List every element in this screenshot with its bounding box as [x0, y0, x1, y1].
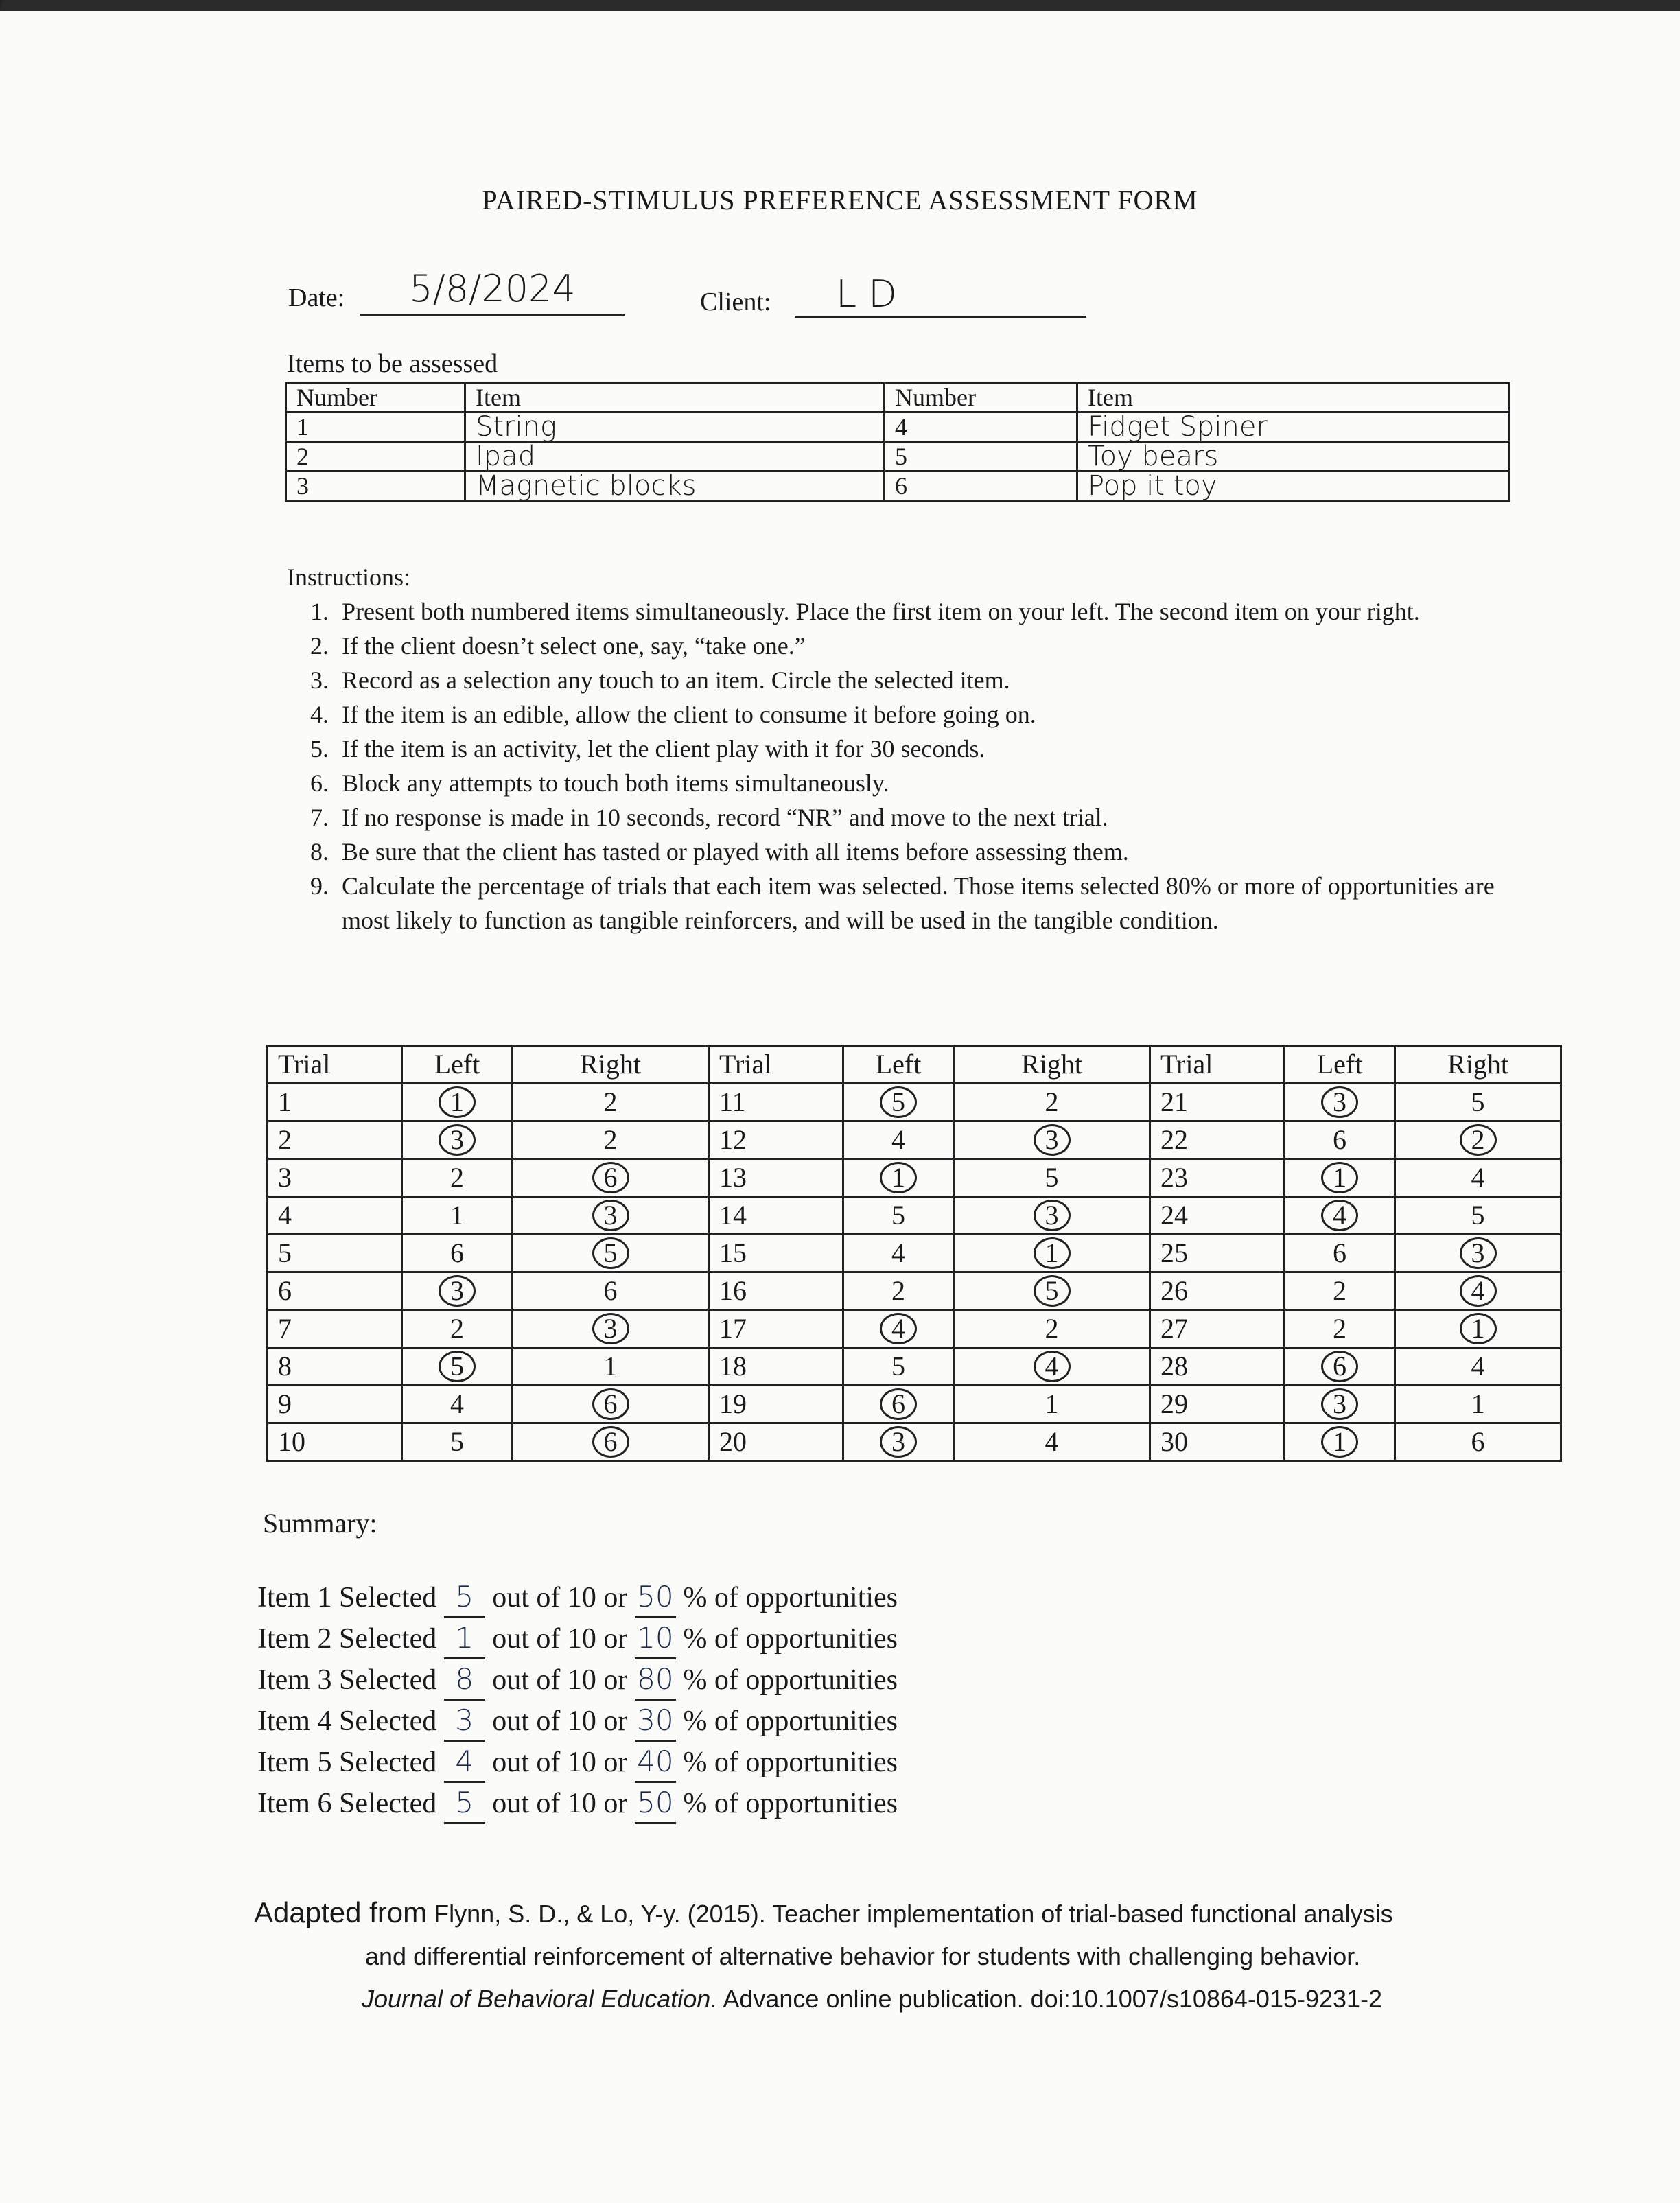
left-choice-cell[interactable] — [402, 1348, 513, 1386]
summary-lines — [257, 1577, 898, 1824]
summary-heading: Summary: — [263, 1508, 377, 1539]
right-choice-cell[interactable] — [954, 1423, 1150, 1461]
item-name-field[interactable]: Magnetic blocks — [465, 471, 885, 501]
left-choice-cell[interactable] — [843, 1084, 954, 1121]
selected-item-circle: 6 — [880, 1388, 917, 1420]
citation-line-3 — [254, 1978, 1558, 2020]
left-choice-cell[interactable] — [402, 1197, 513, 1235]
item-name-field[interactable]: Fidget Spiner — [1077, 412, 1510, 442]
item-number: 4 — [1045, 1426, 1059, 1457]
col-right-header: Right — [1395, 1046, 1561, 1084]
items-row — [286, 442, 1510, 471]
trial-number: 3 — [268, 1159, 402, 1197]
right-choice-cell[interactable] — [513, 1197, 709, 1235]
item-number: 4 — [891, 1124, 905, 1155]
selected-item-circle: 3 — [1321, 1388, 1358, 1420]
item-number: 6 — [885, 471, 1077, 501]
right-choice-cell[interactable] — [954, 1386, 1150, 1423]
left-choice-cell[interactable] — [1285, 1121, 1395, 1159]
col-right-header: Right — [954, 1046, 1150, 1084]
right-choice-cell[interactable] — [954, 1159, 1150, 1197]
trial-row — [268, 1084, 1561, 1121]
left-choice-cell[interactable] — [1285, 1272, 1395, 1310]
trial-number: 18 — [709, 1348, 843, 1386]
trial-row — [268, 1159, 1561, 1197]
item-number: 1 — [1471, 1388, 1485, 1419]
left-choice-cell[interactable] — [843, 1310, 954, 1348]
selected-count-field[interactable]: 1 — [444, 1618, 485, 1659]
instruction-item: 2. If the client doesn’t select one, say, “take one.” — [335, 629, 1508, 663]
percent-field[interactable]: 50 — [635, 1783, 676, 1824]
right-choice-cell[interactable] — [513, 1121, 709, 1159]
trial-number: 16 — [709, 1272, 843, 1310]
selected-item-circle: 1 — [1460, 1313, 1497, 1344]
item-number: 5 — [450, 1426, 464, 1457]
col-trial-header: Trial — [1150, 1046, 1285, 1084]
citation-line-1 — [254, 1891, 1558, 1935]
trials-table — [266, 1045, 1562, 1462]
summary-tail: % of opportunities — [683, 1747, 898, 1778]
item-number: 3 — [286, 471, 465, 501]
item-name-field[interactable]: String — [465, 412, 885, 442]
instructions-list — [287, 594, 1508, 937]
right-choice-cell[interactable] — [954, 1121, 1150, 1159]
left-choice-cell[interactable] — [402, 1121, 513, 1159]
summary-item-label: Item 1 Selected — [257, 1582, 437, 1613]
item-number: 1 — [603, 1351, 618, 1382]
selected-item-circle: 3 — [592, 1200, 629, 1231]
summary-line — [257, 1701, 898, 1742]
item-name-field[interactable]: Ipad — [465, 442, 885, 471]
trial-number: 15 — [709, 1235, 843, 1272]
trial-number: 29 — [1150, 1386, 1285, 1423]
item-number: 5 — [891, 1351, 905, 1382]
col-left-header: Left — [402, 1046, 513, 1084]
summary-item-label: Item 2 Selected — [257, 1623, 437, 1655]
left-choice-cell[interactable] — [843, 1197, 954, 1235]
summary-item-label: Item 5 Selected — [257, 1747, 437, 1778]
item-number: 2 — [603, 1124, 618, 1155]
selected-item-circle: 6 — [1321, 1351, 1358, 1382]
item-number: 6 — [1333, 1124, 1346, 1155]
summary-out-of: out of 10 or — [492, 1788, 628, 1819]
right-choice-cell[interactable] — [1395, 1159, 1561, 1197]
item-number: 6 — [1471, 1426, 1485, 1457]
item-number: 2 — [1045, 1313, 1059, 1344]
summary-tail: % of opportunities — [683, 1582, 898, 1613]
item-number: 4 — [1471, 1351, 1485, 1382]
selected-item-circle: 6 — [592, 1162, 629, 1193]
instruction-item: 6. Block any attempts to touch both items simultaneously. — [335, 766, 1508, 800]
percent-field[interactable]: 50 — [635, 1577, 676, 1618]
left-choice-cell[interactable] — [402, 1272, 513, 1310]
right-choice-cell[interactable] — [1395, 1121, 1561, 1159]
left-choice-cell[interactable] — [843, 1159, 954, 1197]
item-number: 2 — [450, 1313, 464, 1344]
trial-number: 27 — [1150, 1310, 1285, 1348]
summary-out-of: out of 10 or — [492, 1623, 628, 1655]
summary-out-of: out of 10 or — [492, 1664, 628, 1696]
item-number: 5 — [1045, 1162, 1059, 1193]
summary-tail: % of opportunities — [683, 1664, 898, 1696]
selected-item-circle: 5 — [1034, 1275, 1071, 1307]
selected-item-circle: 5 — [880, 1086, 917, 1118]
selected-count-field[interactable]: 4 — [444, 1742, 485, 1783]
right-choice-cell[interactable] — [513, 1348, 709, 1386]
col-trial-header: Trial — [709, 1046, 843, 1084]
right-choice-cell[interactable] — [1395, 1423, 1561, 1461]
col-item-header: Item — [465, 383, 885, 412]
right-choice-cell[interactable] — [954, 1084, 1150, 1121]
selected-item-circle: 3 — [1034, 1200, 1071, 1231]
item-number: 2 — [1333, 1275, 1346, 1306]
item-name-field[interactable]: Pop it toy — [1077, 471, 1510, 501]
item-number: 1 — [1045, 1388, 1059, 1419]
trial-row — [268, 1386, 1561, 1423]
right-choice-cell[interactable] — [1395, 1084, 1561, 1121]
selected-item-circle: 4 — [1034, 1351, 1071, 1382]
trial-row — [268, 1235, 1561, 1272]
item-number: 4 — [885, 412, 1077, 442]
selected-count-field[interactable]: 3 — [444, 1701, 485, 1742]
selected-item-circle: 3 — [592, 1313, 629, 1344]
citation-authors: Flynn, S. D., & Lo, Y-y. (2015). Teacher implementation of trial-based functional analysis — [434, 1900, 1393, 1928]
left-choice-cell[interactable] — [843, 1121, 954, 1159]
right-choice-cell[interactable] — [1395, 1348, 1561, 1386]
percent-field[interactable]: 30 — [635, 1701, 676, 1742]
items-header-row — [286, 383, 1510, 412]
selected-item-circle: 5 — [592, 1237, 629, 1269]
left-choice-cell[interactable] — [1285, 1348, 1395, 1386]
instructions-heading: Instructions: — [287, 563, 410, 591]
left-choice-cell[interactable] — [1285, 1235, 1395, 1272]
item-number: 2 — [1333, 1313, 1346, 1344]
selected-item-circle: 1 — [1321, 1426, 1358, 1458]
left-choice-cell[interactable] — [402, 1423, 513, 1461]
percent-field[interactable]: 10 — [635, 1618, 676, 1659]
instruction-item: 3. Record as a selection any touch to an item. Circle the selected item. — [335, 663, 1508, 697]
item-number: 5 — [891, 1200, 905, 1231]
trial-number: 2 — [268, 1121, 402, 1159]
right-choice-cell[interactable] — [1395, 1310, 1561, 1348]
right-choice-cell[interactable] — [513, 1310, 709, 1348]
summary-line — [257, 1618, 898, 1659]
item-number: 6 — [1333, 1237, 1346, 1268]
summary-out-of: out of 10 or — [492, 1747, 628, 1778]
citation-journal: Journal of Behavioral Education. — [362, 1985, 718, 2013]
trial-number: 20 — [709, 1423, 843, 1461]
summary-item-label: Item 6 Selected — [257, 1788, 437, 1819]
date-field[interactable]: 5/8/2024 — [360, 264, 625, 316]
right-choice-cell[interactable] — [513, 1272, 709, 1310]
selected-item-circle: 5 — [439, 1351, 476, 1382]
item-number: 2 — [603, 1086, 618, 1117]
trial-number: 13 — [709, 1159, 843, 1197]
selected-item-circle: 4 — [1321, 1200, 1358, 1231]
citation-lead: Adapted from — [254, 1896, 428, 1928]
item-number: 4 — [450, 1388, 464, 1419]
right-choice-cell[interactable] — [1395, 1235, 1561, 1272]
col-right-header: Right — [513, 1046, 709, 1084]
left-choice-cell[interactable] — [843, 1386, 954, 1423]
citation — [254, 1891, 1558, 2020]
col-trial-header: Trial — [268, 1046, 402, 1084]
right-choice-cell[interactable] — [954, 1235, 1150, 1272]
right-choice-cell[interactable] — [513, 1386, 709, 1423]
item-number: 5 — [885, 442, 1077, 471]
selected-count-field[interactable]: 8 — [444, 1659, 485, 1701]
trial-number: 14 — [709, 1197, 843, 1235]
trial-row — [268, 1310, 1561, 1348]
selected-item-circle: 2 — [1460, 1124, 1497, 1156]
item-number: 4 — [1471, 1162, 1485, 1193]
item-name-field[interactable]: Toy bears — [1077, 442, 1510, 471]
summary-out-of: out of 10 or — [492, 1582, 628, 1613]
item-number: 2 — [891, 1275, 905, 1306]
left-choice-cell[interactable] — [1285, 1310, 1395, 1348]
item-number: 2 — [1045, 1086, 1059, 1117]
item-number: 1 — [286, 412, 465, 442]
form-title: PAIRED-STIMULUS PREFERENCE ASSESSMENT FORM — [482, 185, 1198, 215]
trial-row — [268, 1423, 1561, 1461]
left-choice-cell[interactable] — [1285, 1386, 1395, 1423]
col-left-header: Left — [1285, 1046, 1395, 1084]
selected-item-circle: 1 — [880, 1162, 917, 1193]
trial-number: 22 — [1150, 1121, 1285, 1159]
right-choice-cell[interactable] — [513, 1084, 709, 1121]
selected-item-circle: 3 — [1034, 1124, 1071, 1156]
left-choice-cell[interactable] — [843, 1348, 954, 1386]
selected-count-field[interactable]: 5 — [444, 1783, 485, 1824]
trial-row — [268, 1121, 1561, 1159]
trial-number: 1 — [268, 1084, 402, 1121]
citation-line-2: and differential reinforcement of alternative behavior for students with challenging behavior. — [365, 1942, 1361, 1970]
trial-number: 11 — [709, 1084, 843, 1121]
summary-item-label: Item 4 Selected — [257, 1705, 437, 1737]
items-heading: Items to be assessed — [287, 349, 498, 378]
instructions-block — [287, 560, 1508, 937]
selected-item-circle: 3 — [880, 1426, 917, 1458]
instruction-item: 5. If the item is an activity, let the client play with it for 30 seconds. — [335, 732, 1508, 766]
left-choice-cell[interactable] — [402, 1310, 513, 1348]
selected-item-circle: 3 — [439, 1275, 476, 1307]
right-choice-cell[interactable] — [1395, 1197, 1561, 1235]
right-choice-cell[interactable] — [513, 1159, 709, 1197]
trial-number: 30 — [1150, 1423, 1285, 1461]
summary-tail: % of opportunities — [683, 1705, 898, 1737]
col-left-header: Left — [843, 1046, 954, 1084]
selected-item-circle: 4 — [1460, 1275, 1497, 1307]
summary-out-of: out of 10 or — [492, 1705, 628, 1737]
left-choice-cell[interactable] — [1285, 1159, 1395, 1197]
left-choice-cell[interactable] — [402, 1159, 513, 1197]
selected-item-circle: 3 — [1460, 1237, 1497, 1269]
trial-number: 7 — [268, 1310, 402, 1348]
trial-number: 4 — [268, 1197, 402, 1235]
selected-item-circle: 6 — [592, 1388, 629, 1420]
item-number: 1 — [450, 1200, 464, 1231]
left-choice-cell[interactable] — [402, 1235, 513, 1272]
selected-item-circle: 1 — [1321, 1162, 1358, 1193]
left-choice-cell[interactable] — [1285, 1197, 1395, 1235]
instruction-item: 7. If no response is made in 10 seconds, record “NR” and move to the next trial. — [335, 800, 1508, 835]
left-choice-cell[interactable] — [402, 1084, 513, 1121]
summary-line — [257, 1659, 898, 1701]
trial-number: 8 — [268, 1348, 402, 1386]
selected-item-circle: 3 — [439, 1124, 476, 1156]
client-label: Client: — [700, 288, 771, 316]
left-choice-cell[interactable] — [843, 1272, 954, 1310]
right-choice-cell[interactable] — [954, 1348, 1150, 1386]
right-choice-cell[interactable] — [954, 1272, 1150, 1310]
trial-number: 9 — [268, 1386, 402, 1423]
summary-tail: % of opportunities — [683, 1623, 898, 1655]
instruction-item: 4. If the item is an edible, allow the client to consume it before going on. — [335, 697, 1508, 732]
trial-number: 10 — [268, 1423, 402, 1461]
date-label: Date: — [288, 283, 345, 312]
trial-number: 17 — [709, 1310, 843, 1348]
right-choice-cell[interactable] — [954, 1310, 1150, 1348]
citation-doi: Advance online publication. doi:10.1007/s10864-015-9231-2 — [723, 1985, 1383, 2013]
right-choice-cell[interactable] — [954, 1197, 1150, 1235]
trial-row — [268, 1197, 1561, 1235]
trial-number: 25 — [1150, 1235, 1285, 1272]
selected-item-circle: 1 — [1034, 1237, 1071, 1269]
selected-item-circle: 3 — [1321, 1086, 1358, 1118]
col-number-header: Number — [885, 383, 1077, 412]
instruction-item: 1. Present both numbered items simultaneously. Place the first item on your left. The second item on your right. — [335, 594, 1508, 629]
right-choice-cell[interactable] — [1395, 1386, 1561, 1423]
trial-number: 19 — [709, 1386, 843, 1423]
right-choice-cell[interactable] — [1395, 1272, 1561, 1310]
trial-number: 28 — [1150, 1348, 1285, 1386]
selected-item-circle: 4 — [880, 1313, 917, 1344]
summary-tail: % of opportunities — [683, 1788, 898, 1819]
summary-line — [257, 1577, 898, 1618]
trial-row — [268, 1272, 1561, 1310]
left-choice-cell[interactable] — [402, 1386, 513, 1423]
scan-corner-mark — [0, 0, 30, 62]
summary-item-label: Item 3 Selected — [257, 1664, 437, 1696]
instruction-item: 9. Calculate the percentage of trials that each item was selected. Those items selected 80% or more of opportunities are most likely to function as tangible reinforcers, and will be used in the tangible condition. — [335, 869, 1508, 937]
left-choice-cell[interactable] — [1285, 1423, 1395, 1461]
trial-number: 6 — [268, 1272, 402, 1310]
percent-field[interactable]: 80 — [635, 1659, 676, 1701]
left-choice-cell[interactable] — [843, 1235, 954, 1272]
trial-number: 21 — [1150, 1084, 1285, 1121]
item-number: 4 — [891, 1237, 905, 1268]
selected-item-circle: 1 — [439, 1086, 476, 1118]
scan-top-edge — [0, 0, 1680, 11]
trial-number: 24 — [1150, 1197, 1285, 1235]
right-choice-cell[interactable] — [513, 1423, 709, 1461]
trial-number: 5 — [268, 1235, 402, 1272]
selected-item-circle: 6 — [592, 1426, 629, 1458]
trial-number: 26 — [1150, 1272, 1285, 1310]
item-number: 2 — [450, 1162, 464, 1193]
trial-row — [268, 1348, 1561, 1386]
summary-line — [257, 1742, 898, 1783]
col-number-header: Number — [286, 383, 465, 412]
trial-number: 12 — [709, 1121, 843, 1159]
summary-line — [257, 1783, 898, 1824]
left-choice-cell[interactable] — [843, 1423, 954, 1461]
selected-count-field[interactable]: 5 — [444, 1577, 485, 1618]
client-field[interactable]: L D — [795, 273, 1086, 318]
items-row — [286, 412, 1510, 442]
left-choice-cell[interactable] — [1285, 1084, 1395, 1121]
percent-field[interactable]: 40 — [635, 1742, 676, 1783]
item-number: 5 — [1471, 1200, 1485, 1231]
items-row — [286, 471, 1510, 501]
item-number: 6 — [603, 1275, 618, 1306]
item-number: 5 — [1471, 1086, 1485, 1117]
item-number: 2 — [286, 442, 465, 471]
right-choice-cell[interactable] — [513, 1235, 709, 1272]
trials-header-row — [268, 1046, 1561, 1084]
items-table — [285, 382, 1510, 502]
instruction-item: 8. Be sure that the client has tasted or played with all items before assessing them. — [335, 835, 1508, 869]
col-item-header: Item — [1077, 383, 1510, 412]
item-number: 6 — [450, 1237, 464, 1268]
trial-number: 23 — [1150, 1159, 1285, 1197]
